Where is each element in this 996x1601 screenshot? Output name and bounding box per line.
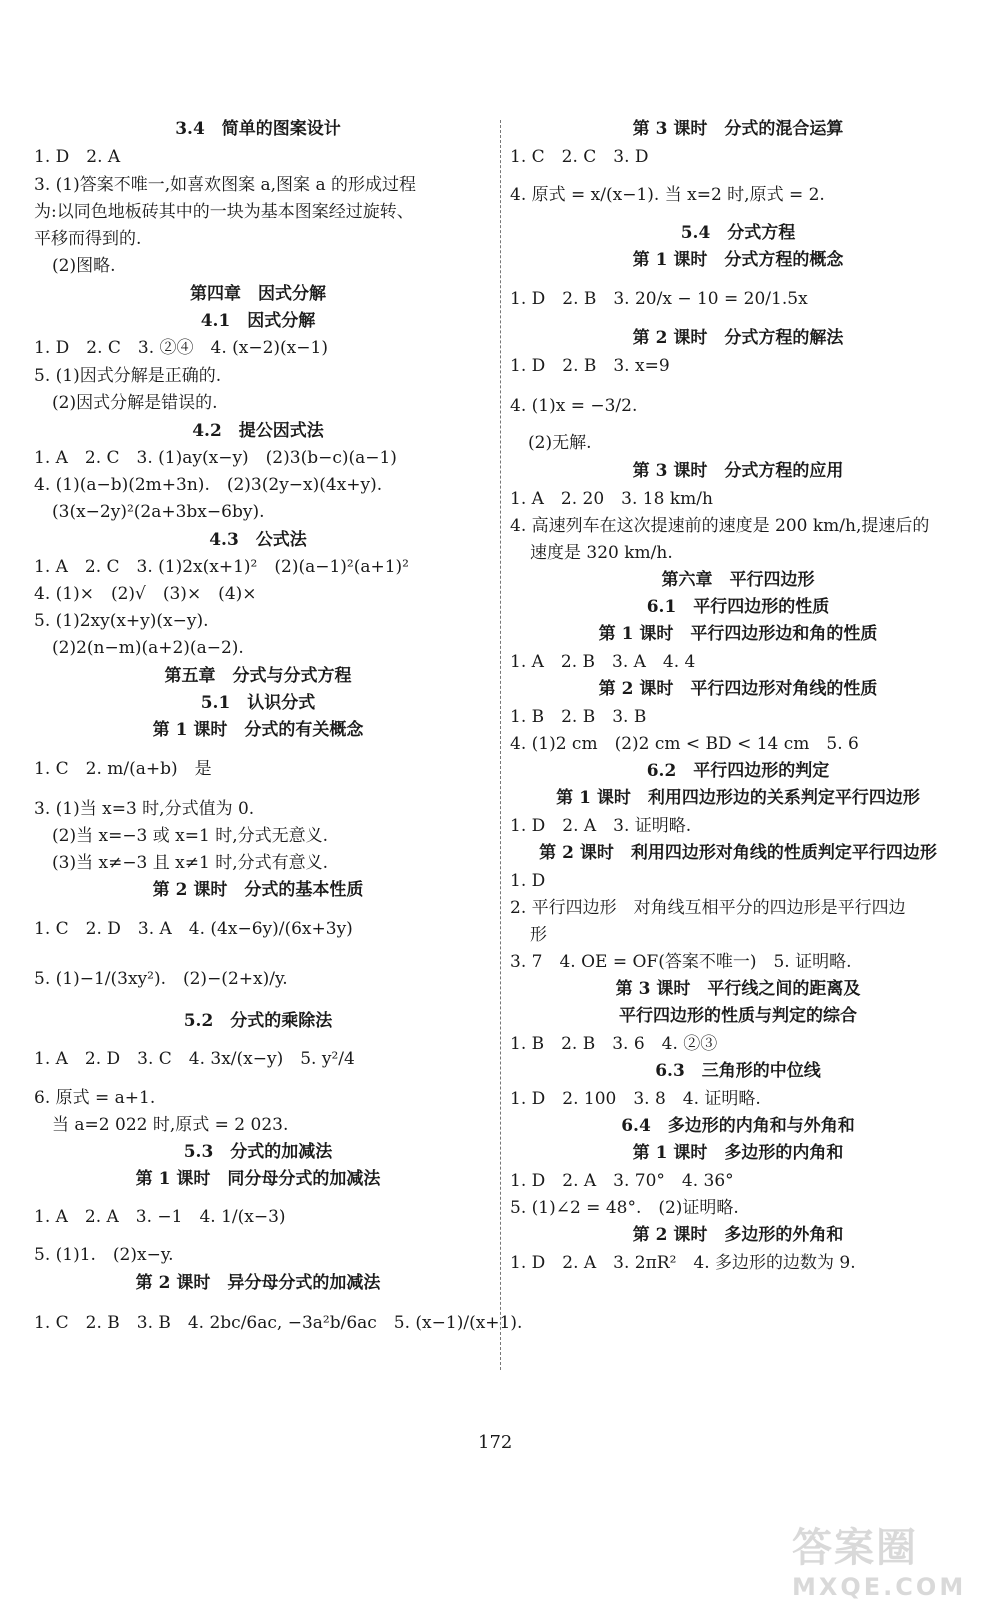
answer-line: 6. 原式 = a+1. [34,1088,156,1108]
answer-line: 1. A 2. B 3. A 4. 4 [510,652,696,672]
section-heading: 5.4 分式方程 [680,223,796,243]
chapter-heading: 第五章 分式与分式方程 [164,666,352,686]
lesson-heading: 第 2 课时 利用四边形对角线的性质判定平行四边形 [539,843,937,863]
answer-line: 2. 平行四边形 对角线互相平分的四边形是平行四边 [510,898,906,918]
lesson-heading: 第 3 课时 分式方程的应用 [632,461,844,481]
lesson-heading: 第 2 课时 异分母分式的加减法 [135,1273,381,1293]
section-heading: 6.2 平行四边形的判定 [646,761,830,781]
answer-line: (3(x−2y)²(2a+3bx−6by). [52,502,265,522]
lesson-heading: 第 2 课时 多边形的外角和 [632,1225,844,1245]
answer-line: 5. (1)因式分解是正确的. [34,366,222,386]
answer-line: 1. D 2. A 3. 70° 4. 36° [510,1171,734,1191]
section-heading: 5.2 分式的乘除法 [183,1011,333,1031]
answer-line: (2)因式分解是错误的. [52,393,218,413]
answer-line: 1. D 2. B 3. x=9 [510,356,670,376]
answer-line: 速度是 320 km/h. [530,543,673,563]
chapter-heading: 第四章 因式分解 [190,284,326,304]
answer-line: 1. D 2. C 3. ②④ 4. (x−2)(x−1) [34,338,328,358]
watermark-top: 答案圈 [792,1525,918,1571]
answer-line: 4. (1)× (2)√ (3)× (4)× [34,584,257,604]
answer-line: 4. 高速列车在这次提速前的速度是 200 km/h,提速后的 [510,516,930,536]
answer-line: 1. A 2. C 3. (1)ay(x−y) (2)3(b−c)(a−1) [34,448,397,468]
answer-line: 1. A 2. A 3. −1 4. 1/(x−3) [34,1207,286,1227]
lesson-heading: 第 1 课时 分式的有关概念 [152,720,364,740]
answer-line: 1. A 2. 20 3. 18 km/h [510,489,713,509]
answer-line: 1. C 2. m/(a+b) 是 [34,759,212,779]
section-heading: 6.3 三角形的中位线 [655,1061,821,1081]
section-heading: 4.1 因式分解 [200,311,316,331]
answer-line: (2)当 x=−3 或 x=1 时,分式无意义. [52,826,329,846]
answer-line: 1. A 2. C 3. (1)2x(x+1)² (2)(a−1)²(a+1)² [34,557,409,577]
answer-line: (2)图略. [52,256,116,276]
answer-line: 为:以同色地板砖其中的一块为基本图案经过旋转、 [34,202,414,222]
answer-line: 平移而得到的. [34,229,142,249]
column-divider [500,120,501,1370]
answer-line: (2)2(n−m)(a+2)(a−2). [52,638,244,658]
lesson-heading: 第 3 课时 分式的混合运算 [632,119,844,139]
answer-line: 4. (1)x = −3/2. [510,396,638,416]
answer-line: 1. C 2. D 3. A 4. (4x−6y)/(6x+3y) [34,919,353,939]
answer-line: 4. (1)(a−b)(2m+3n). (2)3(2y−x)(4x+y). [34,475,383,495]
answer-line: 1. D 2. A 3. 证明略. [510,816,692,836]
lesson-heading: 第 1 课时 利用四边形边的关系判定平行四边形 [556,788,920,808]
answer-line: 1. D 2. A [34,147,121,167]
section-heading: 4.2 提公因式法 [192,421,324,441]
answer-line: 1. D 2. A 3. 2πR² 4. 多边形的边数为 9. [510,1253,856,1273]
answer-line: 1. B 2. B 3. B [510,707,647,727]
answer-line: 3. (1)当 x=3 时,分式值为 0. [34,799,255,819]
section-heading: 3.4 简单的图案设计 [175,119,341,139]
answer-line: 5. (1)1. (2)x−y. [34,1245,174,1265]
answer-line: 3. (1)答案不唯一,如喜欢图案 a,图案 a 的形成过程 [34,175,416,195]
section-heading: 5.3 分式的加减法 [183,1142,333,1162]
lesson-heading: 第 1 课时 多边形的内角和 [632,1143,844,1163]
answer-line: 当 a=2 022 时,原式 = 2 023. [52,1115,289,1135]
section-heading: 4.3 公式法 [209,530,307,550]
section-heading: 6.1 平行四边形的性质 [646,597,830,617]
lesson-heading: 第 2 课时 分式方程的解法 [632,328,844,348]
answer-line: 4. (1)2 cm (2)2 cm < BD < 14 cm 5. 6 [510,734,859,754]
answer-line: (2)无解. [528,433,592,453]
answer-line: 1. C 2. B 3. B 4. 2bc/6ac, −3a²b/6ac 5. (x−1)/(x+1). [34,1313,523,1333]
section-heading: 5.1 认识分式 [200,693,316,713]
lesson-heading: 第 2 课时 分式的基本性质 [152,880,364,900]
chapter-heading: 第六章 平行四边形 [661,570,815,590]
answer-line: 3. 7 4. OE = OF(答案不唯一) 5. 证明略. [510,952,852,972]
answer-line: 5. (1)∠2 = 48°. (2)证明略. [510,1198,739,1218]
answer-line: 1. D 2. B 3. 20/x − 10 = 20/1.5x [510,289,808,309]
answer-line: 1. B 2. B 3. 6 4. ②③ [510,1034,718,1054]
answer-line: 形 [530,925,547,945]
answer-line: 1. A 2. D 3. C 4. 3x/(x−y) 5. y²/4 [34,1049,355,1069]
section-heading: 6.4 多边形的内角和与外角和 [621,1116,855,1136]
answer-line: 1. D 2. 100 3. 8 4. 证明略. [510,1089,761,1109]
answer-line: 5. (1)2xy(x+y)(x−y). [34,611,209,631]
answer-line: 5. (1)−1/(3xy²). (2)−(2+x)/y. [34,969,288,989]
lesson-heading: 第 2 课时 平行四边形对角线的性质 [598,679,878,699]
lesson-heading: 第 1 课时 同分母分式的加减法 [135,1169,381,1189]
lesson-heading: 第 3 课时 平行线之间的距离及 [615,979,861,999]
lesson-heading: 第 1 课时 平行四边形边和角的性质 [598,624,878,644]
page-number: 172 [478,1432,513,1453]
watermark-logo [792,1516,982,1601]
answer-line: 4. 原式 = x/(x−1). 当 x=2 时,原式 = 2. [510,185,825,205]
answer-line: 1. D [510,871,546,891]
lesson-heading: 第 1 课时 分式方程的概念 [632,250,844,270]
answer-line: (3)当 x≠−3 且 x≠1 时,分式有意义. [52,853,329,873]
answer-line: 1. C 2. C 3. D [510,147,649,167]
lesson-heading: 平行四边形的性质与判定的综合 [619,1006,857,1026]
watermark-bottom: MXQE.COM [792,1573,967,1601]
